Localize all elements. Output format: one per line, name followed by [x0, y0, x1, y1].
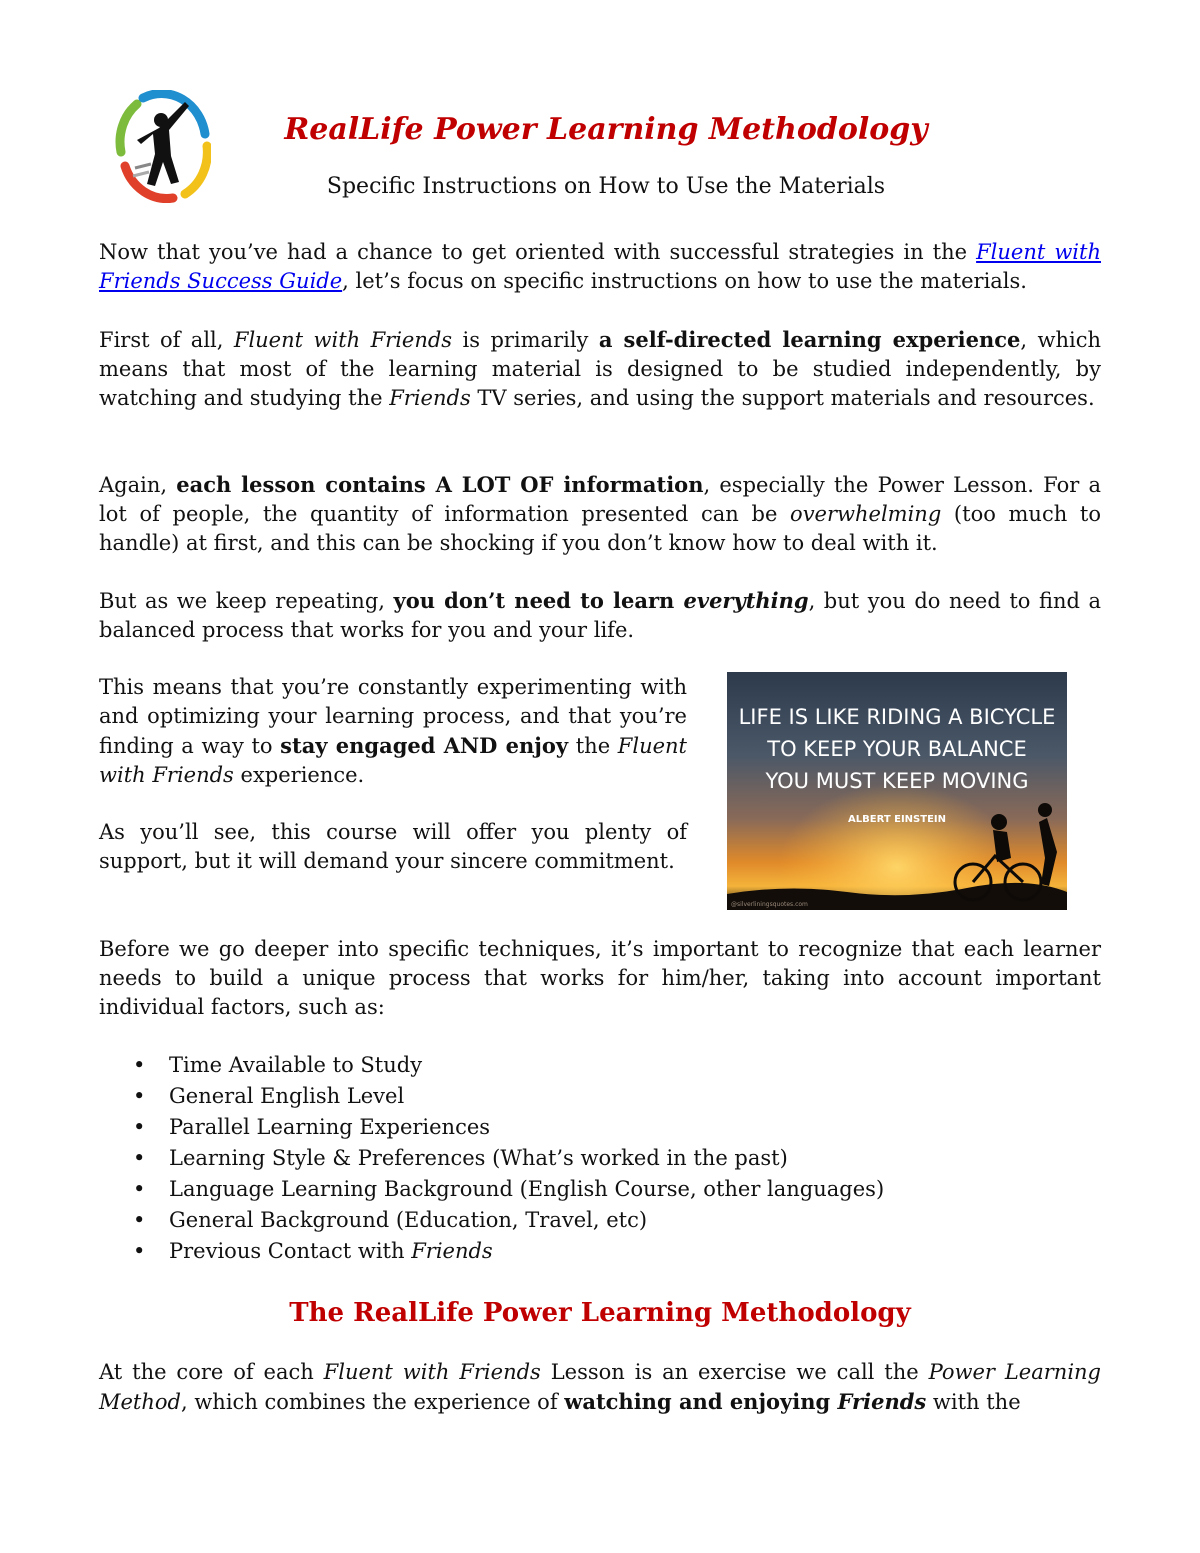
- paragraph-information: Again, each lesson contains A LOT OF information, especially the Power Lesson. For a lot of people, the quantity of information presented can be overwhelming (too much to handle) at first, and this can be shocking if you don’t know how to deal with it.: [99, 472, 1101, 555]
- quote-line-3: YOU MUST KEEP MOVING: [765, 769, 1029, 793]
- einstein-quote-image: [727, 672, 1067, 910]
- bullet-icon: •: [133, 1208, 146, 1232]
- list-item: • Previous Contact with Friends: [99, 1236, 1101, 1267]
- bullet-icon: •: [133, 1239, 146, 1263]
- bullet-icon: •: [133, 1115, 146, 1139]
- bullet-icon: •: [133, 1146, 146, 1170]
- quote-author: ALBERT EINSTEIN: [848, 814, 946, 825]
- page-subtitle: Specific Instructions on How to Use the Materials: [326, 174, 886, 199]
- bullet-icon: •: [133, 1084, 146, 1108]
- paragraph-factors-intro: Before we go deeper into specific techniques, it’s important to recognize that each learner needs to build a unique process that works for him/her, taking into account important individual factors, such as:: [99, 937, 1101, 1019]
- image-credit: @silverliningsquotes.com: [731, 901, 808, 908]
- quote-line-1: LIFE IS LIKE RIDING A BICYCLE: [738, 705, 1056, 729]
- list-item: • General Background (Education, Travel, etc): [99, 1205, 1101, 1236]
- quote-line-2: TO KEEP YOUR BALANCE: [767, 737, 1027, 761]
- success-guide-link[interactable]: Fluent with Friends Success Guide: [99, 240, 1101, 293]
- bullet-icon: •: [133, 1177, 146, 1201]
- paragraph-intro: Now that you’ve had a chance to get oriented with successful strategies in the Fluent with Friends Success Guide, let’s focus on specific instructions on how to use the materials.: [99, 240, 1101, 293]
- list-item: • Parallel Learning Experiences: [99, 1112, 1101, 1143]
- page-title: RealLife Power Learning Methodology: [284, 112, 928, 147]
- section-heading: The RealLife Power Learning Methodology: [289, 1298, 911, 1328]
- paragraph-balance: But as we keep repeating, you don’t need to learn everything, but you do need to find a balanced process that works for you and your life.: [99, 588, 1101, 642]
- list-item: • Language Learning Background (English Course, other languages): [99, 1174, 1101, 1205]
- paragraph-power-method: At the core of each Fluent with Friends Lesson is an exercise we call the Power Learning Method, which combines the experience of watching and enjoying Friends with the: [99, 1360, 1101, 1414]
- factors-list: [99, 1050, 1101, 1267]
- paragraph-commitment: As you’ll see, this course will offer you plenty of support, but it will demand your sincere commitment.: [99, 820, 687, 873]
- bullet-icon: •: [133, 1053, 146, 1077]
- list-item: • Time Available to Study: [99, 1050, 1101, 1081]
- paragraph-engaged: This means that you’re constantly experimenting with and optimizing your learning process, and that you’re finding a way to stay engaged AND enjoy the Fluent with Friends experience.: [99, 675, 687, 787]
- list-item: • General English Level: [99, 1081, 1101, 1112]
- list-item: • Learning Style & Preferences (What’s worked in the past): [99, 1143, 1101, 1174]
- paragraph-self-directed: First of all, Fluent with Friends is primarily a self-directed learning experience, which means that most of the learning material is designed to be studied independently, by watching and studying the Friends TV series, and using the support materials and resources.: [99, 327, 1101, 410]
